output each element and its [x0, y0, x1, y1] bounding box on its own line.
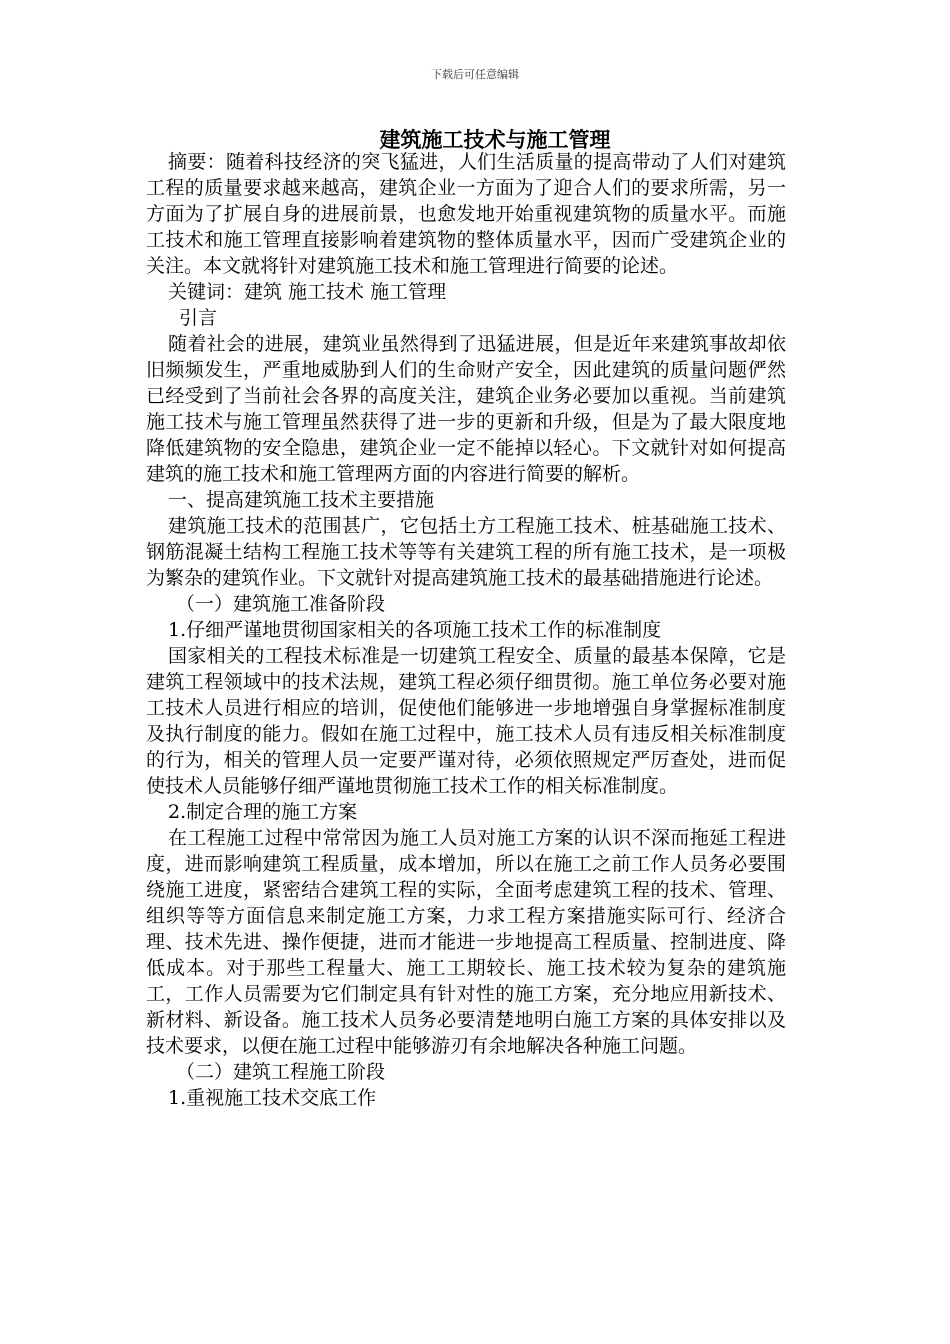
body-paragraph: 国家相关的工程技术标准是一切建筑工程安全、质量的最基本保障，它是建筑工程领域中的技术法规，建筑工程必须仔细贯彻。施工单位务必要对施工技术人员进行相应的培训，促使他们能够进一步地增强自身掌握标准制度及执行制度的能力。假如在施工过程中，施工技术人员有违反相关标准制度的行为，相关的管理人员一定要严谨对待，必须依照规定严厉查处，进而促使技术人员能够仔细严谨地贯彻施工技术工作的相关标准制度。 [146, 645, 786, 797]
intro-paragraph: 随着社会的进展，建筑业虽然得到了迅猛进展，但是近年来建筑事故却依旧频频发生，严重地威胁到人们的生命财产安全，因此建筑的质量问题俨然已经受到了当前社会各界的高度关注，建筑企业务必要加以重视。当前建筑施工技术与施工管理虽然获得了进一步的更新和升级，但是为了最大限度地降低建筑物的安全隐患，建筑企业一定不能掉以轻心。下文就针对如何提高建筑的施工技术和施工管理两方面的内容进行简要的解析。 [146, 333, 786, 485]
abstract-paragraph: 摘要：随着科技经济的突飞猛进，人们生活质量的提高带动了人们对建筑工程的质量要求越来越高，建筑企业一方面为了迎合人们的要求所需，另一方面为了扩展自身的进展前景，也愈发地开始重视建筑物的质量水平。而施工技术和施工管理直接影响着建筑物的整体质量水平，因而广受建筑企业的关注。本文就将针对建筑施工技术和施工管理进行简要的论述。 [146, 151, 786, 277]
keywords-line: 关键词：建筑 施工技术 施工管理 [168, 281, 447, 303]
body-paragraph: 在工程施工过程中常常因为施工人员对施工方案的认识不深而拖延工程进度，进而影响建筑工程质量，成本增加，所以在施工之前工作人员务必要围绕施工进度，紧密结合建筑工程的实际，全面考虑建筑工程的技术、管理、组织等等方面信息来制定施工方案，力求工程方案措施实际可行、经济合理、技术先进、操作便捷，进而才能进一步地提高工程质量、控制进度、降低成本。对于那些工程量大、施工工期较长、施工技术较为复杂的建筑施工，工作人员需要为它们制定具有针对性的施工方案，充分地应用新技术、新材料、新设备。施工技术人员务必要清楚地明白施工方案的具体安排以及技术要求，以便在施工过程中能够游刃有余地解决各种施工问题。 [146, 827, 786, 1057]
item-heading: 2.制定合理的施工方案 [168, 801, 358, 823]
header-note: 下载后可任意编辑 [431, 68, 519, 81]
body-paragraph: 建筑施工技术的范围甚广，它包括土方工程施工技术、桩基础施工技术、钢筋混凝土结构工程施工技术等等有关建筑工程的所有施工技术，是一项极为繁杂的建筑作业。下文就针对提高建筑施工技术的最基础措施进行论述。 [146, 515, 786, 589]
item-heading: 1.仔细严谨地贯彻国家相关的各项施工技术工作的标准制度 [168, 619, 662, 641]
subsection-heading: （一）建筑施工准备阶段 [176, 593, 386, 615]
subsection-heading: （二）建筑工程施工阶段 [176, 1061, 386, 1083]
section-heading-intro: 引言 [179, 307, 218, 329]
item-heading: 1.重视施工技术交底工作 [168, 1087, 377, 1109]
section-heading-1: 一、提高建筑施工技术主要措施 [168, 489, 435, 511]
document-title: 建筑施工技术与施工管理 [379, 128, 611, 152]
document-body [146, 149, 786, 1111]
